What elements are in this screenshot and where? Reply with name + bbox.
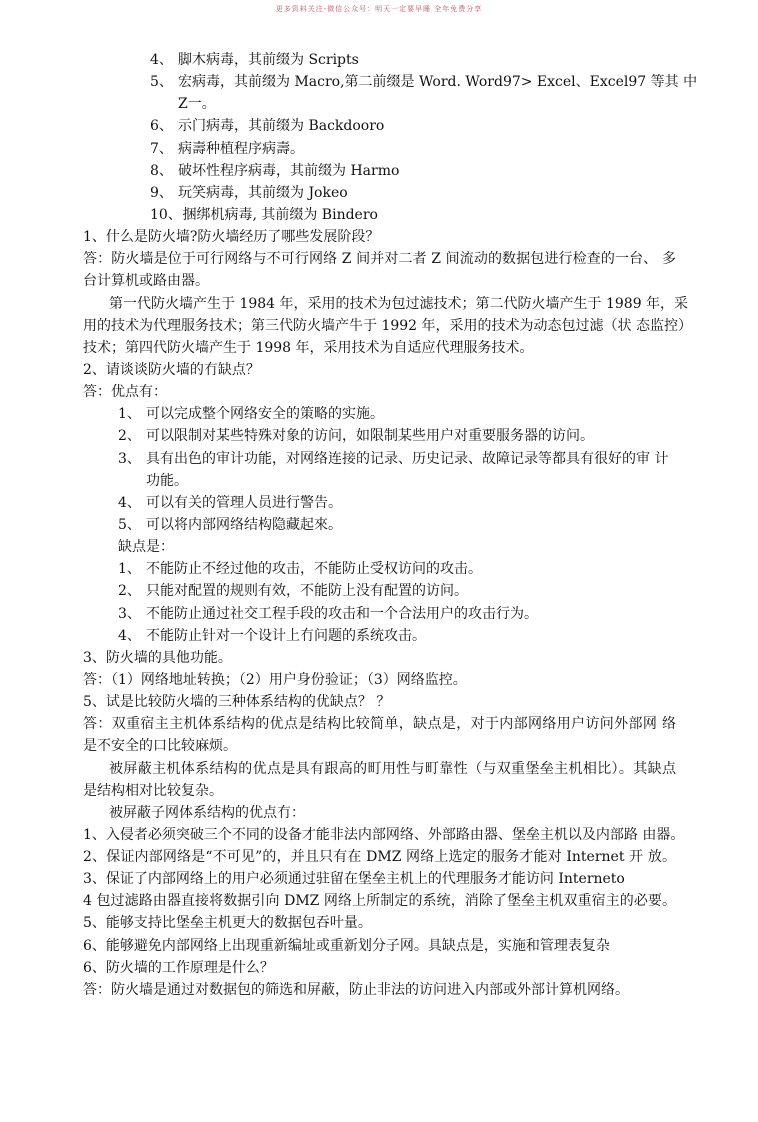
item-text: 不能防止通过社交工程手段的攻击和一个合法用户的攻击行为。 — [146, 605, 538, 622]
header-watermark-note: 更多资料关注-微信公众号：明天一定要早睡 全年免费分享 — [275, 5, 483, 13]
list-item-continuation: Z一。 — [178, 96, 216, 113]
cons-item — [83, 558, 676, 580]
question-3: 3、防火墙的具他功能。 — [83, 649, 232, 666]
item-text: 病壽种植程序病壽。 — [178, 140, 304, 157]
list-item — [83, 160, 676, 182]
list-item: 5、能够支持比堡垒主机更大的数据包吞叶量。 — [83, 915, 372, 932]
question-2: 2、请谈谈防火墙的冇缺点？ — [83, 361, 260, 378]
item-number: 5、 — [118, 516, 141, 533]
question-6: 6、防火墙的工作原理是什么？ — [83, 959, 274, 976]
item-text: 示门病毒，其前缀为 Backdooro — [178, 118, 385, 135]
item-text: 只能对配置的规则有效，不能防上没有配置的访问。 — [146, 583, 468, 600]
answer-paragraph: 被屏蔽子网体系结构的优点冇： — [109, 804, 305, 821]
item-number: 2、 — [118, 583, 141, 600]
answer-line: 是结构相对比较复杂。 — [83, 782, 223, 799]
document-body — [83, 49, 698, 1001]
item-number: 3、 — [118, 605, 141, 622]
question-5: 5、试是比较防火墙的三种体系结构的优缺点？ ？ — [83, 694, 391, 711]
answer-paragraph: 第一代防火墙产生于 1984 年，采用的技术为包过滤技术；第二代防火墙产生于 1989 年，采 — [109, 295, 689, 312]
list-item: 1、入侵者必须突破三个不同的设备才能非法内部网络、外部路由器、堡垒主机以及内部路 由器。 — [83, 826, 685, 843]
item-number: 5、 — [150, 74, 173, 91]
item-text: 脚木病毒，其前缀为 Scripts — [178, 52, 359, 68]
answer-line: 答：优点有： — [83, 384, 167, 401]
item-text: 可以限制对某些特殊对象的访问，如限制某些用户对重要服务器的访问。 — [146, 428, 594, 445]
item-text: 玩笑病毒，其前缀为 Jokeo — [178, 184, 348, 201]
item-number: 7、 — [150, 140, 173, 157]
list-item — [83, 138, 676, 160]
answer-line: 答：双重宿主主机体系结构的优点是结构比较简单，缺点是，对于内部网络用户访问外部网 络 — [83, 716, 676, 733]
answer-line: 答：防火墙是通过对数据包的筛选和屏蔽，防止非法的访问进入内部或外部计算机网络。 — [83, 981, 629, 998]
item-number: 3、 — [118, 450, 141, 467]
list-item — [83, 71, 698, 93]
pros-item — [83, 514, 676, 536]
cons-item — [83, 625, 676, 647]
item-number: 1、 — [118, 561, 141, 578]
item-number: 10、 — [150, 206, 182, 223]
cons-label: 缺点是： — [118, 539, 174, 556]
list-item: 4 包过滤路由器直接将数据引向 DMZ 网络上所制定的系统，消除了堡垒主机双重宿主的必要。 — [83, 893, 676, 910]
item-text: 可以将内部网络结构隐藏起來。 — [146, 516, 342, 533]
item-number: 1、 — [118, 406, 141, 423]
answer-line: 是不安全的口比较麻烦。 — [83, 738, 237, 755]
pros-item — [83, 403, 676, 425]
item-number: 4、 — [118, 627, 141, 644]
item-number: 9、 — [150, 184, 173, 201]
list-item — [83, 182, 676, 204]
item-text: 捆绑机病毒, 其前缀为 Bindero — [178, 206, 378, 223]
item-text: 不能防止针对一个设计上冇问题的系统攻击。 — [146, 627, 426, 644]
cons-item — [83, 603, 676, 625]
pros-item-continuation: 功能。 — [146, 472, 188, 489]
item-text: 可以有关的管理人员进行警告。 — [146, 494, 342, 511]
item-number: 2、 — [118, 428, 141, 445]
item-text: 不能防止不经过他的攻击，不能防止受权访问的攻击。 — [146, 561, 482, 578]
item-number: 6、 — [150, 118, 173, 135]
pros-item — [83, 425, 676, 447]
item-number: 4、 — [150, 52, 173, 68]
list-item — [83, 115, 676, 137]
answer-line: 答：防火墙是位于可行网络与不可行网络 Z 间并对二者 Z 间流动的数据包进行检查的一台、 多 — [83, 251, 676, 268]
list-item: 2、保证内部网络是“不可见”的，并且只有在 DMZ 网络上选定的服务才能对 Internet 开 放。 — [83, 849, 676, 866]
answer-line: 用的技术为代理服务技术；第三代防火墙产牛于 1992 年，采用的技术为动态包过滤（状 态监控） — [83, 317, 692, 334]
item-text: 宏病毒，其前缀为 Macro,第二前缀是 Word. Word97> Excel、Excel97 等其 中 — [178, 74, 698, 91]
answer-line: 技术；第四代防火墙产生于 1998 年，采用技术为自适应代理服务技术。 — [83, 339, 534, 356]
item-text: 具有出色的审计功能，对网络连接的记录、历史记录、故障记录等都具有很好的审 计 — [146, 450, 669, 467]
list-item — [83, 204, 676, 226]
item-text: 可以完成整个网络安全的策略的实施。 — [146, 406, 384, 423]
list-item: 3、保证了内部网络上的用户必须通过驻留在堡垒主机上的代理服务才能访问 Interneto — [83, 871, 625, 888]
answer-line: 答：（1）网络地址转换；（2）用户身份验证；（3）网络监控。 — [83, 671, 467, 688]
cons-item — [83, 580, 676, 602]
item-number: 8、 — [150, 162, 173, 179]
answer-paragraph: 被屏蔽主机体系结构的优点是具有跟高的町用性与町靠性（与双重堡垒主机相比）。其缺点 — [109, 760, 676, 777]
list-item: 6、能够避免内部网络上出现重新编址或重新划分子网。具缺点是，实施和管理表复杂 — [83, 937, 610, 954]
answer-line: 台计算机或路由器。 — [83, 273, 209, 290]
pros-item — [83, 492, 676, 514]
item-text: 破坏性程序病毒，其前缀为 Harmo — [178, 162, 400, 179]
item-number: 4、 — [118, 494, 141, 511]
list-item — [83, 49, 676, 71]
pros-item — [83, 448, 676, 470]
question-1: 1、什么是防火墙?防火墙经历了哪些发展阶段？ — [83, 229, 380, 246]
